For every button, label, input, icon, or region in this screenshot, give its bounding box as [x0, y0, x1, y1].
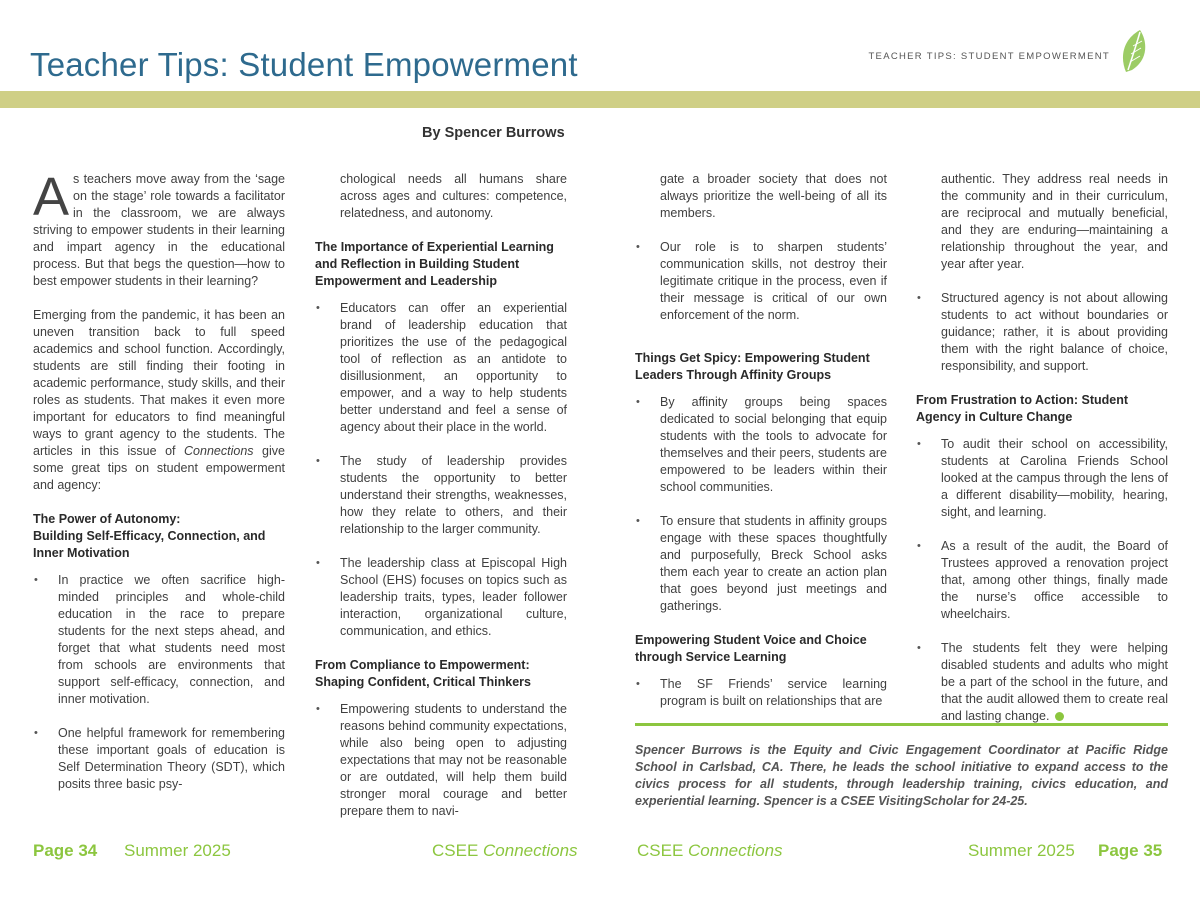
paragraph: Emerging from the pandemic, it has been an uneven transition back to full speed academics and school function. Accordingly, students are still finding their footing in academic performance, study skills, and their roles as students. That makes it even more important for educators to find meaningful ways to grant agency to the students. The articles in this issue of Connections give some great tips on student empowerment and agency:: [33, 308, 285, 492]
bullet-list: [635, 394, 887, 615]
list-item: • By affinity groups being spaces dedicated to social belonging that equip students with the tools to advocate for themselves and their peers, students are empowered to be leaders within their school communities.: [635, 394, 887, 496]
list-item: • In practice we often sacrifice high-minded principles and whole-child education in the race to prepare students for the next steps ahead, and forget that what students need most from schools are environments that support self-efficacy, connection, and inner motivation.: [33, 572, 285, 708]
bio-divider: [635, 723, 1168, 726]
page-title: Teacher Tips: Student Empowerment: [30, 46, 578, 83]
publication-left: CSEE Connections: [432, 841, 578, 860]
bullet-list: [315, 701, 567, 820]
issue-date-right: Summer 2025: [968, 841, 1075, 860]
bullet-list: [916, 290, 1168, 375]
list-item: • Our role is to sharpen students’ communication skills, not destroy their legitimate critique in the process, even if their message is critical of our own enforcement of the norm.: [635, 239, 887, 324]
section-heading: Empowering Student Voice and Choice through Service Learning: [635, 633, 867, 664]
list-item: • The students felt they were helping disabled students and adults who might be a part of the school in the future, and that the audit allowed them to create real and lasting change.: [916, 640, 1168, 725]
bullet-list: [916, 436, 1168, 725]
end-mark-icon: [1055, 712, 1064, 721]
list-item: • The leadership class at Episcopal High School (EHS) focuses on topics such as leadership traits, types, leader follower interaction, organizational culture, communication, and ethics.: [315, 555, 567, 640]
intro-paragraph: As teachers move away from the ‘sage on the stage’ role towards a facilitator in the classroom, we are always striving to empower students in their learning and impart agency in the educational process. But that begs the question—how to best empower students in their learning?: [33, 167, 285, 288]
column-4: [916, 171, 1168, 742]
list-item: • Empowering students to understand the reasons behind community expectations, while also being open to adjusting expectations that may not be reasonable or are outdated, will help them build stronger moral courage and better prepare them to navi-: [315, 701, 567, 820]
drop-cap: A: [33, 167, 70, 227]
section-heading: Things Get Spicy: Empowering Student Leaders Through Affinity Groups: [635, 351, 870, 382]
page-number-right: Page 35: [1098, 841, 1163, 860]
list-item: • The SF Friends’ service learning program is built on relationships that are: [635, 676, 887, 710]
column-1: [33, 167, 285, 810]
list-item: • Structured agency is not about allowing students to act without boundaries or guidance; rather, it is about providing them with the right balance of choice, responsibility, and support.: [916, 290, 1168, 375]
byline: By Spencer Burrows: [422, 125, 565, 141]
list-item: • As a result of the audit, the Board of Trustees approved a renovation project that, among other things, finally made the nurse’s office accessible to wheelchairs.: [916, 538, 1168, 623]
issue-date-left: Summer 2025: [124, 841, 231, 860]
paragraph: chological needs all humans share across ages and cultures: competence, relatedness, and autonomy.: [340, 172, 567, 220]
section-heading: The Power of Autonomy: Building Self-Efficacy, Connection, and Inner Motivation: [33, 512, 266, 560]
paragraph: gate a broader society that does not always prioritize the well-being of all its members.: [660, 172, 887, 220]
list-item: • The study of leadership provides students the opportunity to better understand their strengths, weaknesses, how they relate to others, and their relationship to the larger community.: [315, 453, 567, 538]
author-bio: Spencer Burrows is the Equity and Civic Engagement Coordinator at Pacific Ridge School in Carlsbad, CA. There, he leads the school initiative to expand access to the civics process for all students, through leadership training, civics education, and experiential learning. Spencer is a CSEE VisitingScholar for 24-25.: [635, 743, 1168, 808]
list-item: • Educators can offer an experiential brand of leadership education that prioritizes the use of the pedagogical tool of reflection as an antidote to disillusionment, an opportunity to empower, and a way to help students better understand and feel a sense of agency about their place in the world.: [315, 300, 567, 436]
section-heading: The Importance of Experiential Learning and Reflection in Building Student Empowerment and Leadership: [315, 240, 554, 288]
bullet-list: [635, 239, 887, 324]
publication-right: CSEE Connections: [637, 841, 783, 860]
list-item: • One helpful framework for remembering these important goals of education is Self Determination Theory (SDT), which posits three basic psy-: [33, 725, 285, 793]
paragraph: authentic. They address real needs in the community and in their curriculum, are reciprocal and mutually beneficial, and they are enduring—maintaining a relationship throughout the year, and year after year.: [941, 172, 1168, 271]
column-3: [635, 171, 887, 727]
section-heading: From Compliance to Empowerment: Shaping Confident, Critical Thinkers: [315, 658, 531, 689]
header-band: [0, 91, 1200, 108]
list-item: • To ensure that students in affinity groups engage with these spaces thoughtfully and purposefully, Breck School asks them each year to create an action plan that goes beyond just meetings and gatherings.: [635, 513, 887, 615]
bullet-list: [635, 676, 887, 710]
section-heading: From Frustration to Action: Student Agency in Culture Change: [916, 393, 1129, 424]
column-2: [315, 171, 567, 837]
publication-name: Connections: [184, 444, 254, 458]
bullet-list: [33, 572, 285, 793]
list-item: • To audit their school on accessibility, students at Carolina Friends School looked at the campus through the lens of a different disability—mobility, hearing, sight, and learning.: [916, 436, 1168, 521]
page-number-left: Page 34: [33, 841, 98, 860]
running-head: TEACHER TIPS: STUDENT EMPOWERMENT: [868, 51, 1110, 62]
leaf-logo-icon: [1118, 28, 1152, 74]
bullet-list: [315, 300, 567, 640]
